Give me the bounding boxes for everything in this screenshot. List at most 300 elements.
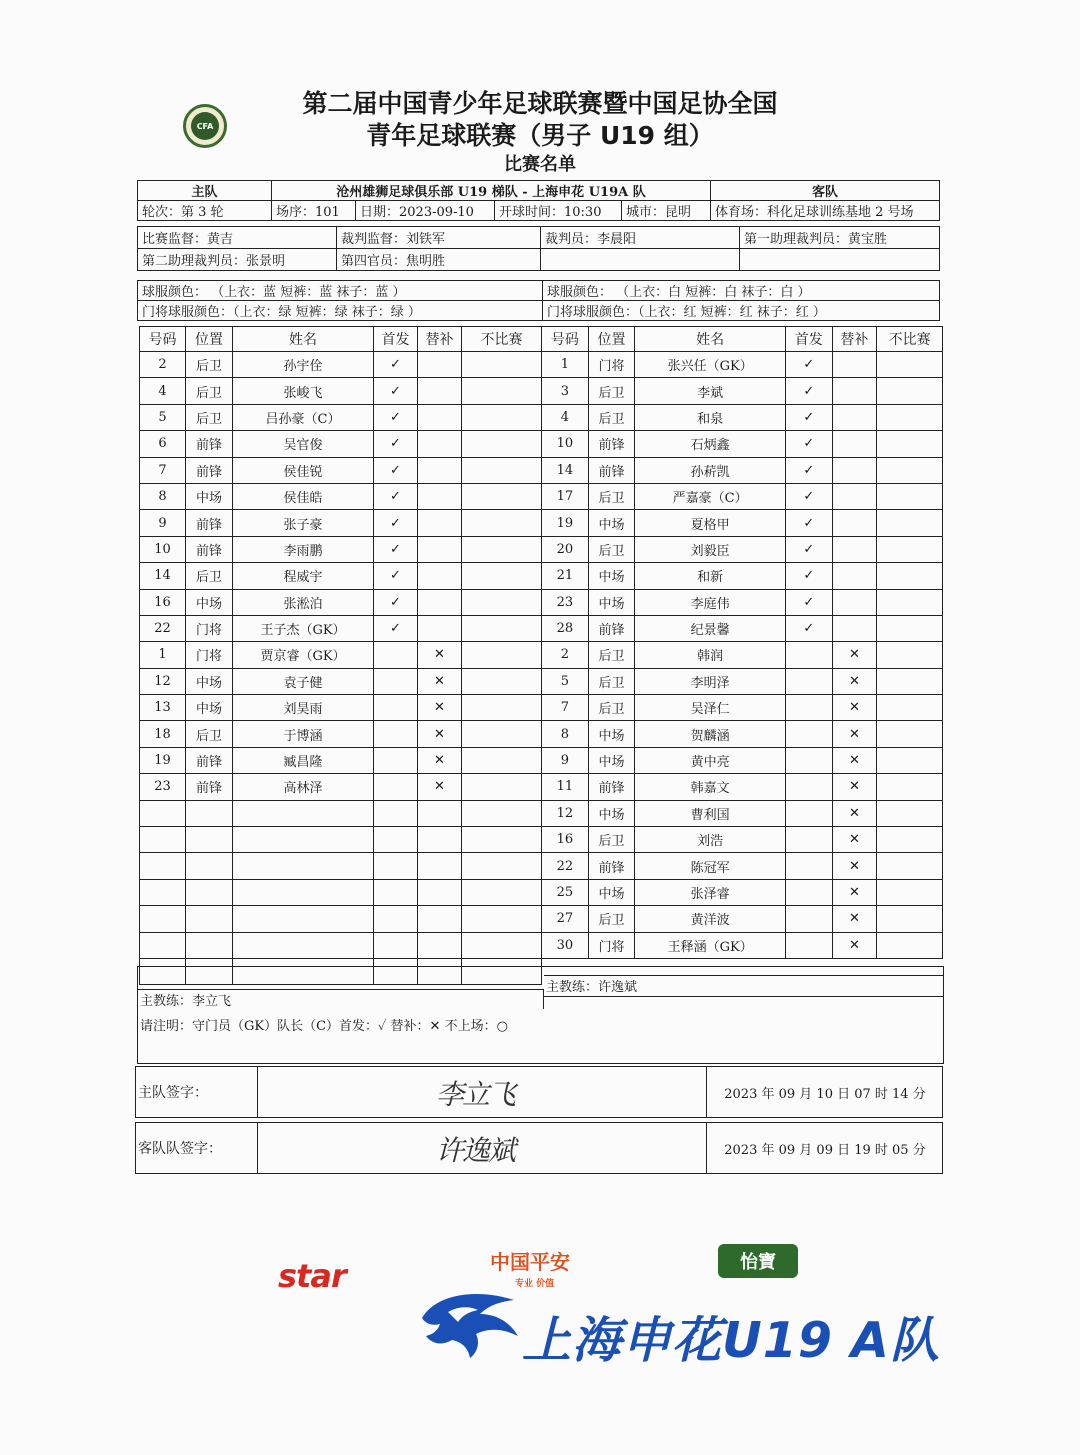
player-row xyxy=(140,404,542,430)
player-name: 袁子健 xyxy=(233,668,374,694)
dnp-mark xyxy=(462,563,542,589)
dnp-mark xyxy=(877,642,943,668)
sub-mark: ✕ xyxy=(418,774,462,800)
referee-supervisor: 裁判监督：刘铁军 xyxy=(337,227,541,249)
player-position: 后卫 xyxy=(186,563,233,589)
sub-mark: ✕ xyxy=(832,800,877,826)
player-name xyxy=(233,932,374,958)
player-position xyxy=(186,906,233,932)
player-number xyxy=(140,879,186,905)
start-mark: ✓ xyxy=(785,352,832,378)
start-mark xyxy=(374,800,418,826)
sub-mark xyxy=(832,536,877,562)
player-name: 吴官俊 xyxy=(233,431,374,457)
sub-mark: ✕ xyxy=(832,932,877,958)
sub-mark xyxy=(418,404,462,430)
player-position: 后卫 xyxy=(588,642,635,668)
player-row xyxy=(140,774,542,800)
player-position: 前锋 xyxy=(588,431,635,457)
player-name xyxy=(233,906,374,932)
sub-mark xyxy=(832,378,877,404)
player-name: 韩嘉文 xyxy=(635,774,786,800)
player-row xyxy=(140,483,542,509)
home-team-label: 主队 xyxy=(138,181,272,201)
coach-section xyxy=(137,966,944,1064)
dnp-mark xyxy=(877,853,943,879)
away-signature-time: 2023 年 09 月 09 日 19 时 05 分 xyxy=(706,1123,943,1173)
start-mark: ✓ xyxy=(374,378,418,404)
player-number: 7 xyxy=(140,457,186,483)
player-row xyxy=(140,879,542,905)
start-mark: ✓ xyxy=(374,589,418,615)
player-number: 5 xyxy=(542,668,589,694)
player-number: 9 xyxy=(542,747,589,773)
dnp-mark xyxy=(462,642,542,668)
away-signature: 许逸斌 xyxy=(436,1134,515,1167)
dnp-mark xyxy=(877,483,943,509)
player-name xyxy=(233,853,374,879)
player-row xyxy=(140,932,542,958)
away-head-coach: 主教练：许逸斌 xyxy=(544,975,943,997)
player-number: 5 xyxy=(140,404,186,430)
match-supervisor: 比赛监督：黄吉 xyxy=(138,227,337,249)
sub-mark: ✕ xyxy=(832,853,877,879)
player-number: 4 xyxy=(140,378,186,404)
start-mark xyxy=(374,642,418,668)
col-sub: 替补 xyxy=(418,327,462,352)
player-position: 中场 xyxy=(186,589,233,615)
dnp-mark xyxy=(462,827,542,853)
sub-mark xyxy=(418,510,462,536)
dnp-mark xyxy=(877,404,943,430)
player-row xyxy=(140,378,542,404)
dnp-mark xyxy=(877,589,943,615)
player-row xyxy=(542,510,943,536)
dnp-mark xyxy=(877,800,943,826)
dnp-mark xyxy=(462,404,542,430)
sub-mark xyxy=(418,879,462,905)
dnp-mark xyxy=(877,747,943,773)
player-row xyxy=(542,457,943,483)
sub-mark xyxy=(832,457,877,483)
home-kit-colors: 球服颜色： （上衣：蓝 短裤：蓝 袜子：蓝 ） xyxy=(138,281,543,301)
player-position: 后卫 xyxy=(588,906,635,932)
sub-mark xyxy=(832,352,877,378)
player-position: 后卫 xyxy=(588,668,635,694)
player-number: 19 xyxy=(140,747,186,773)
sub-mark xyxy=(418,853,462,879)
player-number: 8 xyxy=(542,721,589,747)
col-number: 号码 xyxy=(140,327,186,352)
dnp-mark xyxy=(462,932,542,958)
player-name: 李明泽 xyxy=(635,668,786,694)
start-mark xyxy=(785,774,832,800)
player-position xyxy=(186,800,233,826)
round: 轮次：第 3 轮 xyxy=(138,201,272,221)
player-row xyxy=(542,721,943,747)
player-position: 中场 xyxy=(588,747,635,773)
player-name: 刘毅臣 xyxy=(635,536,786,562)
sub-mark xyxy=(418,431,462,457)
match-number: 场序：101 xyxy=(272,201,356,221)
match-teams: 沧州雄狮足球俱乐部 U19 梯队 - 上海申花 U19A 队 xyxy=(272,181,711,201)
player-number: 4 xyxy=(542,404,589,430)
start-mark xyxy=(374,853,418,879)
player-position xyxy=(186,853,233,879)
start-mark xyxy=(374,774,418,800)
sub-mark xyxy=(418,536,462,562)
player-position: 前锋 xyxy=(186,431,233,457)
sub-mark xyxy=(418,378,462,404)
start-mark xyxy=(374,668,418,694)
player-name: 刘昊雨 xyxy=(233,695,374,721)
player-position: 中场 xyxy=(186,483,233,509)
player-row xyxy=(542,483,943,509)
away-roster-table xyxy=(541,326,943,959)
player-name: 程威宇 xyxy=(233,563,374,589)
player-row xyxy=(542,932,943,958)
player-row xyxy=(140,510,542,536)
player-name: 王释涵（GK） xyxy=(635,932,786,958)
sub-mark: ✕ xyxy=(832,879,877,905)
player-number: 23 xyxy=(140,774,186,800)
player-row xyxy=(542,747,943,773)
stadium: 体育场：科化足球训练基地 2 号场 xyxy=(711,201,940,221)
start-mark xyxy=(785,695,832,721)
document-title-line1: 第二届中国青少年足球联赛暨中国足协全国 xyxy=(302,89,778,118)
player-position: 中场 xyxy=(588,721,635,747)
start-mark: ✓ xyxy=(785,589,832,615)
player-position: 后卫 xyxy=(186,404,233,430)
player-name: 李雨鹏 xyxy=(233,536,374,562)
start-mark xyxy=(785,668,832,694)
assistant-referee-2: 第二助理裁判员：张景明 xyxy=(138,249,337,271)
player-number: 28 xyxy=(542,615,589,641)
player-position: 中场 xyxy=(588,879,635,905)
sub-mark xyxy=(418,906,462,932)
player-name: 黄中亮 xyxy=(635,747,786,773)
col-dnp: 不比赛 xyxy=(877,327,943,352)
player-position: 前锋 xyxy=(588,457,635,483)
player-position: 中场 xyxy=(588,589,635,615)
team-wordmark: 上海申花U19 A队 xyxy=(522,1312,940,1369)
sub-mark xyxy=(832,510,877,536)
player-name: 于博涵 xyxy=(233,721,374,747)
sub-mark: ✕ xyxy=(418,642,462,668)
player-row xyxy=(140,853,542,879)
dnp-mark xyxy=(462,800,542,826)
dnp-mark xyxy=(462,747,542,773)
player-position: 中场 xyxy=(186,668,233,694)
col-dnp: 不比赛 xyxy=(462,327,542,352)
player-row xyxy=(140,800,542,826)
dnp-mark xyxy=(462,510,542,536)
player-position: 中场 xyxy=(588,800,635,826)
player-row xyxy=(140,695,542,721)
pingan-slogan: 专业 价值 xyxy=(515,1279,555,1289)
cfa-logo-text: CFA xyxy=(191,112,219,140)
player-number xyxy=(140,932,186,958)
document-title-line2: 青年足球联赛（男子 U19 组） xyxy=(366,121,714,150)
start-mark: ✓ xyxy=(374,536,418,562)
sub-mark xyxy=(418,615,462,641)
player-row xyxy=(140,431,542,457)
sub-mark: ✕ xyxy=(832,906,877,932)
col-sub: 替补 xyxy=(832,327,877,352)
sub-mark xyxy=(832,431,877,457)
sub-mark: ✕ xyxy=(418,747,462,773)
player-number: 12 xyxy=(140,668,186,694)
player-row xyxy=(140,747,542,773)
match-info-table xyxy=(137,180,940,221)
sub-mark xyxy=(418,827,462,853)
player-number: 25 xyxy=(542,879,589,905)
player-name: 纪景馨 xyxy=(635,615,786,641)
away-gk-kit-colors: 门将球服颜色：（上衣：红 短裤：红 袜子：红 ） xyxy=(543,301,940,321)
player-position: 后卫 xyxy=(588,483,635,509)
start-mark xyxy=(374,827,418,853)
start-mark xyxy=(785,932,832,958)
dnp-mark xyxy=(462,431,542,457)
start-mark: ✓ xyxy=(785,536,832,562)
dnp-mark xyxy=(462,668,542,694)
player-number: 27 xyxy=(542,906,589,932)
start-mark: ✓ xyxy=(785,510,832,536)
dnp-mark xyxy=(462,378,542,404)
start-mark xyxy=(785,853,832,879)
kit-colors-table xyxy=(137,280,940,321)
sub-mark xyxy=(832,483,877,509)
player-name: 石炳鑫 xyxy=(635,431,786,457)
player-row xyxy=(542,642,943,668)
player-row xyxy=(140,615,542,641)
player-position: 前锋 xyxy=(186,747,233,773)
dnp-mark xyxy=(462,906,542,932)
player-name: 曹利国 xyxy=(635,800,786,826)
player-name: 吕孙豪（C） xyxy=(233,404,374,430)
player-number: 22 xyxy=(542,853,589,879)
player-number: 18 xyxy=(140,721,186,747)
player-position: 门将 xyxy=(186,615,233,641)
dnp-mark xyxy=(462,853,542,879)
away-kit-colors: 球服颜色： （上衣：白 短裤：白 袜子：白 ） xyxy=(543,281,940,301)
col-start: 首发 xyxy=(374,327,418,352)
start-mark: ✓ xyxy=(374,457,418,483)
home-signature-time: 2023 年 09 月 10 日 07 时 14 分 xyxy=(706,1067,943,1117)
player-number: 12 xyxy=(542,800,589,826)
player-name: 陈冠军 xyxy=(635,853,786,879)
dnp-mark xyxy=(462,879,542,905)
start-mark xyxy=(785,800,832,826)
player-number xyxy=(140,827,186,853)
start-mark: ✓ xyxy=(374,510,418,536)
player-row xyxy=(542,774,943,800)
player-position xyxy=(186,932,233,958)
dnp-mark xyxy=(877,668,943,694)
player-row xyxy=(140,668,542,694)
player-number: 2 xyxy=(140,352,186,378)
player-name: 贾京睿（GK） xyxy=(233,642,374,668)
home-signature-row xyxy=(135,1066,943,1118)
player-position: 门将 xyxy=(186,642,233,668)
player-row xyxy=(542,404,943,430)
player-number: 30 xyxy=(542,932,589,958)
player-position: 前锋 xyxy=(588,853,635,879)
referee: 裁判员：李晨阳 xyxy=(541,227,740,249)
dnp-mark xyxy=(877,352,943,378)
sub-mark xyxy=(418,352,462,378)
player-row xyxy=(542,827,943,853)
dnp-mark xyxy=(462,536,542,562)
dnp-mark xyxy=(877,536,943,562)
player-position: 后卫 xyxy=(588,378,635,404)
start-mark xyxy=(785,879,832,905)
player-name: 韩润 xyxy=(635,642,786,668)
sub-mark xyxy=(832,563,877,589)
dnp-mark xyxy=(877,721,943,747)
dnp-mark xyxy=(877,774,943,800)
player-number: 14 xyxy=(542,457,589,483)
start-mark: ✓ xyxy=(785,563,832,589)
start-mark xyxy=(374,932,418,958)
player-number: 23 xyxy=(542,589,589,615)
player-row xyxy=(542,431,943,457)
fourth-official: 第四官员：焦明胜 xyxy=(337,249,541,271)
player-position: 后卫 xyxy=(588,404,635,430)
player-position: 后卫 xyxy=(588,536,635,562)
kickoff-time: 开球时间：10:30 xyxy=(495,201,622,221)
player-number: 10 xyxy=(140,536,186,562)
player-row xyxy=(542,615,943,641)
match-date: 日期：2023-09-10 xyxy=(356,201,495,221)
start-mark: ✓ xyxy=(785,457,832,483)
dnp-mark xyxy=(877,879,943,905)
player-position: 后卫 xyxy=(186,378,233,404)
dnp-mark xyxy=(877,563,943,589)
home-head-coach: 主教练：李立飞 xyxy=(138,989,544,1009)
sub-mark xyxy=(832,404,877,430)
player-name: 吴泽仁 xyxy=(635,695,786,721)
assistant-referee-1: 第一助理裁判员：黄宝胜 xyxy=(740,227,940,249)
home-gk-kit-colors: 门将球服颜色：（上衣：绿 短裤：绿 袜子：绿 ） xyxy=(138,301,543,321)
player-row xyxy=(140,563,542,589)
player-name: 张泽睿 xyxy=(635,879,786,905)
player-name: 侯佳皓 xyxy=(233,483,374,509)
document-title-line3: 比赛名单 xyxy=(504,154,576,175)
start-mark xyxy=(374,721,418,747)
start-mark: ✓ xyxy=(374,615,418,641)
sub-mark xyxy=(418,483,462,509)
col-position: 位置 xyxy=(588,327,635,352)
player-name: 孙菥凯 xyxy=(635,457,786,483)
player-name: 刘浩 xyxy=(635,827,786,853)
away-signature-label: 客队队签字： xyxy=(136,1123,258,1173)
start-mark xyxy=(785,906,832,932)
player-number: 1 xyxy=(140,642,186,668)
player-name xyxy=(233,879,374,905)
player-number: 16 xyxy=(140,589,186,615)
player-name: 张淞泊 xyxy=(233,589,374,615)
player-name: 贺麟涵 xyxy=(635,721,786,747)
player-number: 1 xyxy=(542,352,589,378)
yibao-logo: 怡寶 xyxy=(718,1244,798,1278)
star-logo: star xyxy=(278,1257,346,1295)
player-name xyxy=(233,827,374,853)
player-number: 8 xyxy=(140,483,186,509)
player-position: 门将 xyxy=(588,932,635,958)
dnp-mark xyxy=(462,721,542,747)
start-mark: ✓ xyxy=(785,483,832,509)
player-number: 19 xyxy=(542,510,589,536)
start-mark: ✓ xyxy=(785,378,832,404)
sub-mark xyxy=(418,563,462,589)
player-name: 王子杰（GK） xyxy=(233,615,374,641)
sub-mark xyxy=(418,932,462,958)
player-row xyxy=(542,563,943,589)
player-position: 中场 xyxy=(186,695,233,721)
col-name: 姓名 xyxy=(233,327,374,352)
player-name: 张兴任（GK） xyxy=(635,352,786,378)
start-mark xyxy=(785,721,832,747)
player-row xyxy=(542,536,943,562)
player-number: 7 xyxy=(542,695,589,721)
player-row xyxy=(140,352,542,378)
player-row xyxy=(542,800,943,826)
player-row xyxy=(140,589,542,615)
player-position xyxy=(186,879,233,905)
dnp-mark xyxy=(462,352,542,378)
player-name: 李庭伟 xyxy=(635,589,786,615)
player-position: 后卫 xyxy=(186,721,233,747)
player-row xyxy=(542,879,943,905)
start-mark: ✓ xyxy=(785,431,832,457)
player-row xyxy=(140,642,542,668)
player-position: 前锋 xyxy=(186,510,233,536)
player-row xyxy=(542,589,943,615)
player-name: 黄洋波 xyxy=(635,906,786,932)
sub-mark: ✕ xyxy=(832,747,877,773)
player-position: 前锋 xyxy=(588,615,635,641)
player-number: 9 xyxy=(140,510,186,536)
player-row xyxy=(542,378,943,404)
player-number: 14 xyxy=(140,563,186,589)
dnp-mark xyxy=(877,457,943,483)
dnp-mark xyxy=(877,615,943,641)
player-name: 高林泽 xyxy=(233,774,374,800)
player-position: 前锋 xyxy=(186,536,233,562)
player-row xyxy=(542,906,943,932)
player-row xyxy=(542,668,943,694)
sub-mark: ✕ xyxy=(832,668,877,694)
start-mark xyxy=(374,879,418,905)
player-number: 13 xyxy=(140,695,186,721)
dnp-mark xyxy=(462,457,542,483)
player-name: 臧昌隆 xyxy=(233,747,374,773)
sub-mark xyxy=(418,800,462,826)
col-position: 位置 xyxy=(186,327,233,352)
start-mark xyxy=(374,906,418,932)
player-row xyxy=(542,352,943,378)
player-position xyxy=(186,827,233,853)
player-name: 侯佳锐 xyxy=(233,457,374,483)
away-signature-row xyxy=(135,1122,943,1174)
dnp-mark xyxy=(877,510,943,536)
officials-table xyxy=(137,226,940,271)
dnp-mark xyxy=(877,431,943,457)
home-roster-table xyxy=(139,326,542,985)
legend-note: 请注明：守门员（GK）队长（C）首发：✓ 替补：✕ 不上场：○ xyxy=(140,1019,508,1034)
home-signature-label: 主队签字： xyxy=(136,1067,258,1117)
